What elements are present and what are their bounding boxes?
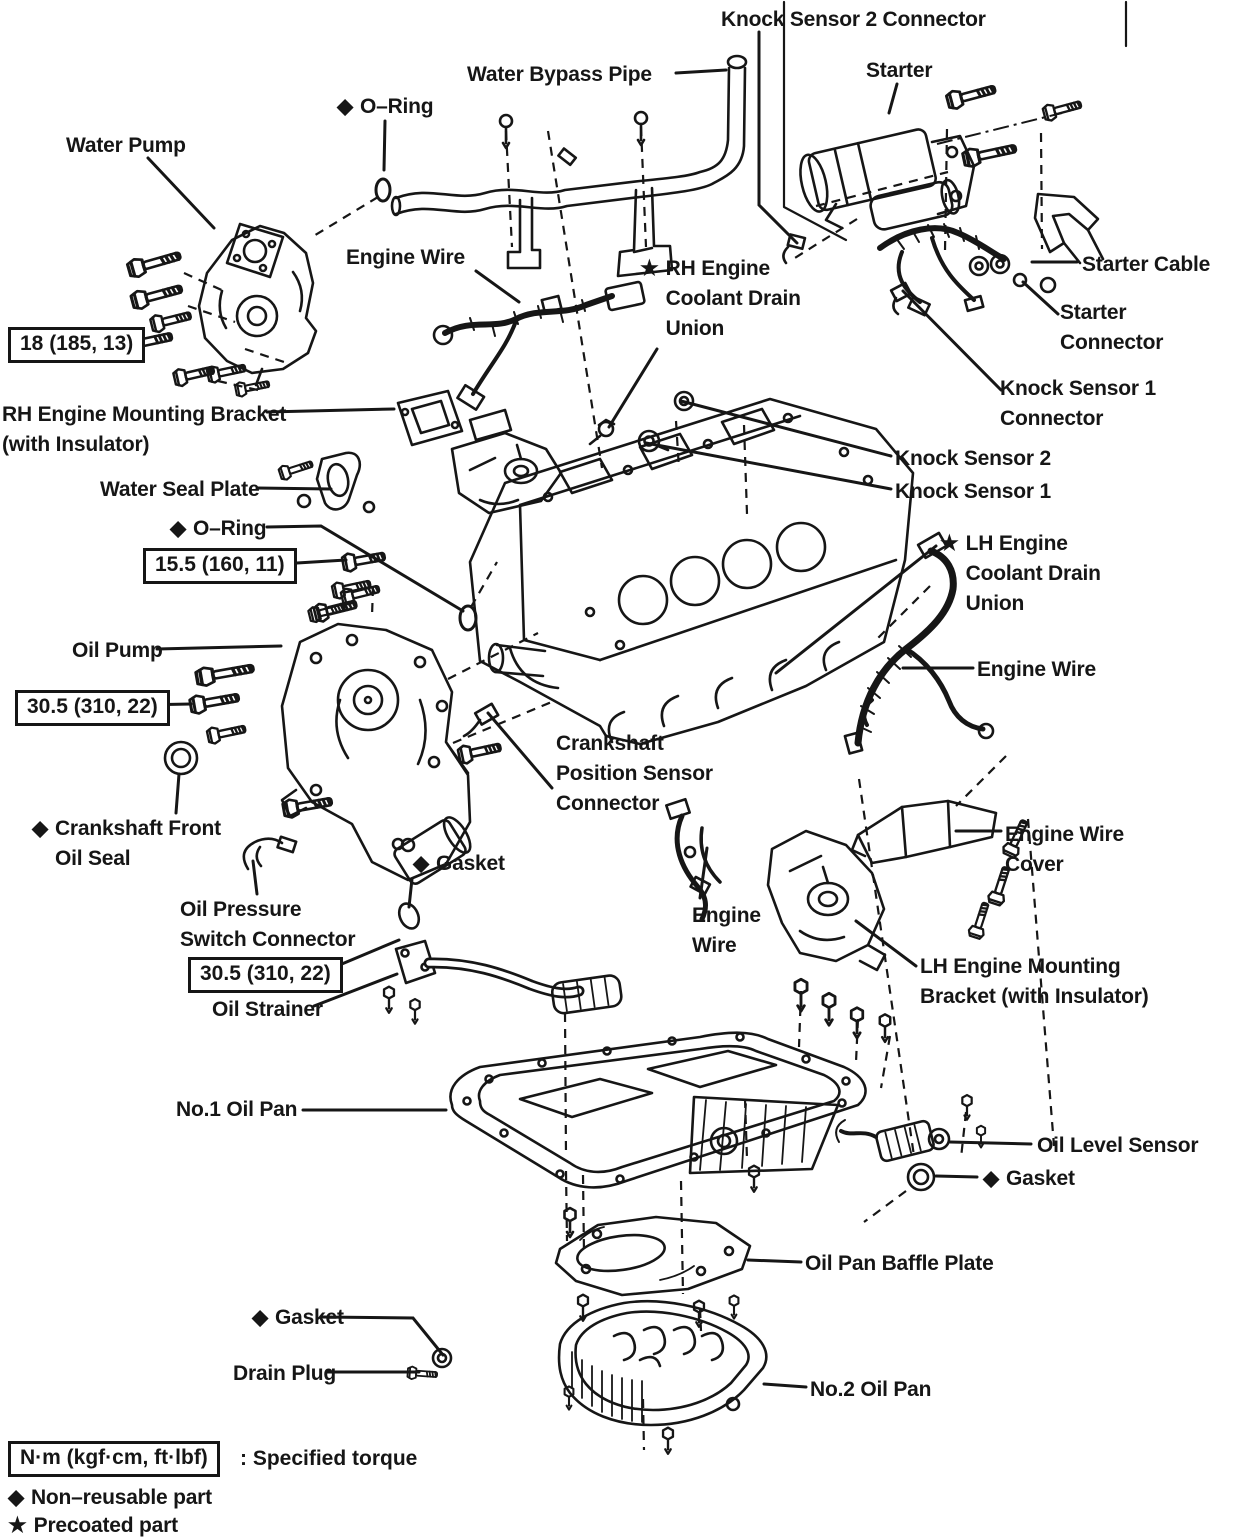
precoated-icon: ★ (940, 532, 959, 555)
label-lh-engine-coolant-drain-union: ★ LH Engine Coolant Drain Union (940, 529, 1110, 619)
torque-spec-water-pump: 18 (185, 13) (8, 327, 145, 363)
legend-torque-note: : Specified torque (240, 1447, 418, 1470)
non-reusable-icon: ◆ (170, 517, 186, 540)
no2-oil-pan-art (559, 1301, 766, 1454)
label-rh-engine-coolant-drain-union: ★ RH Engine Coolant Drain Union (640, 254, 808, 344)
torque-spec-oil-pump: 30.5 (310, 22) (15, 690, 170, 726)
label-no1-oil-pan: No.1 Oil Pan (176, 1098, 298, 1121)
label-lh-engine-mounting-bracket: LH Engine Mounting Bracket (with Insulator) (920, 955, 1149, 1008)
label-starter-cable: Starter Cable (1082, 253, 1211, 276)
label-oil-level-sensor: Oil Level Sensor (1037, 1134, 1199, 1157)
precoated-icon: ★ (8, 1514, 27, 1537)
label-starter: Starter (866, 59, 933, 82)
label-knock-sensor-2: Knock Sensor 2 (895, 447, 1051, 470)
label-crankshaft-front-oil-seal: ◆ Crankshaft Front Oil Seal (32, 814, 237, 874)
label-water-seal-plate: Water Seal Plate (100, 478, 260, 501)
oil-pan-baffle-plate-art (556, 1217, 750, 1327)
label-water-pump: Water Pump (66, 134, 186, 157)
non-reusable-icon: ◆ (983, 1167, 999, 1190)
no1-oil-pan-art (450, 1033, 865, 1237)
oil-strainer-art (384, 900, 623, 1023)
engine-wire-upper-left-art (434, 281, 645, 409)
label-gasket-oil-level-sensor: ◆ Gasket (983, 1164, 1075, 1194)
precoated-icon: ★ (640, 257, 659, 280)
label-o-ring-top: ◆ O–Ring (337, 92, 433, 122)
label-gasket-drain-plug: ◆ Gasket (252, 1303, 344, 1333)
label-knock-sensor-1-connector: Knock Sensor 1 Connector (1000, 377, 1156, 430)
label-no2-oil-pan: No.2 Oil Pan (810, 1378, 932, 1401)
label-oil-strainer: Oil Strainer (212, 998, 323, 1021)
label-oil-pressure-switch-connector: Oil Pressure Switch Connector (180, 898, 356, 951)
non-reusable-icon: ◆ (337, 95, 353, 118)
label-engine-wire-center: Engine Wire (692, 904, 761, 957)
oil-pressure-switch-connector-art (244, 837, 296, 869)
label-engine-wire-upper-left: Engine Wire (346, 246, 465, 269)
water-pump-art (124, 224, 316, 397)
label-water-bypass-pipe: Water Bypass Pipe (467, 63, 652, 86)
non-reusable-icon: ◆ (252, 1306, 268, 1329)
water-seal-plate-art (278, 453, 374, 512)
label-o-ring-middle: ◆ O–Ring (170, 514, 266, 544)
non-reusable-icon: ◆ (32, 817, 48, 840)
label-crankshaft-position-sensor-connector: Crankshaft Position Sensor Connector (556, 732, 713, 815)
label-drain-plug: Drain Plug (233, 1362, 337, 1385)
label-engine-wire-cover: Engine Wire Cover (1005, 823, 1124, 876)
label-starter-connector: Starter Connector (1060, 301, 1164, 354)
label-gasket-oil-strainer: ◆ Gasket (413, 849, 505, 879)
label-rh-engine-mounting-bracket: RH Engine Mounting Bracket (with Insulator) (2, 403, 287, 456)
non-reusable-icon: ◆ (413, 852, 429, 875)
torque-spec-union: 15.5 (160, 11) (143, 548, 297, 584)
centerline (937, 113, 1062, 144)
label-knock-sensor-2-connector: Knock Sensor 2 Connector (721, 8, 986, 31)
torque-spec-oil-strainer: 30.5 (310, 22) (188, 957, 343, 993)
rh-mounting-bracket-art (398, 391, 561, 513)
label-knock-sensor-1: Knock Sensor 1 (895, 480, 1051, 503)
legend-torque-box: N·m (kgf·cm, ft·lbf) (8, 1441, 220, 1477)
label-oil-pump: Oil Pump (72, 639, 163, 662)
drain-plug-art (407, 1349, 451, 1381)
starter-art (796, 80, 1083, 245)
label-engine-wire-right: Engine Wire (977, 658, 1096, 681)
non-reusable-icon: ◆ (8, 1486, 24, 1509)
crankshaft-front-oil-seal-art (165, 742, 197, 774)
legend-non-reusable: ◆ Non–reusable part (8, 1483, 212, 1513)
legend-precoated: ★ Precoated part (8, 1511, 178, 1538)
label-oil-pan-baffle-plate: Oil Pan Baffle Plate (805, 1252, 994, 1275)
